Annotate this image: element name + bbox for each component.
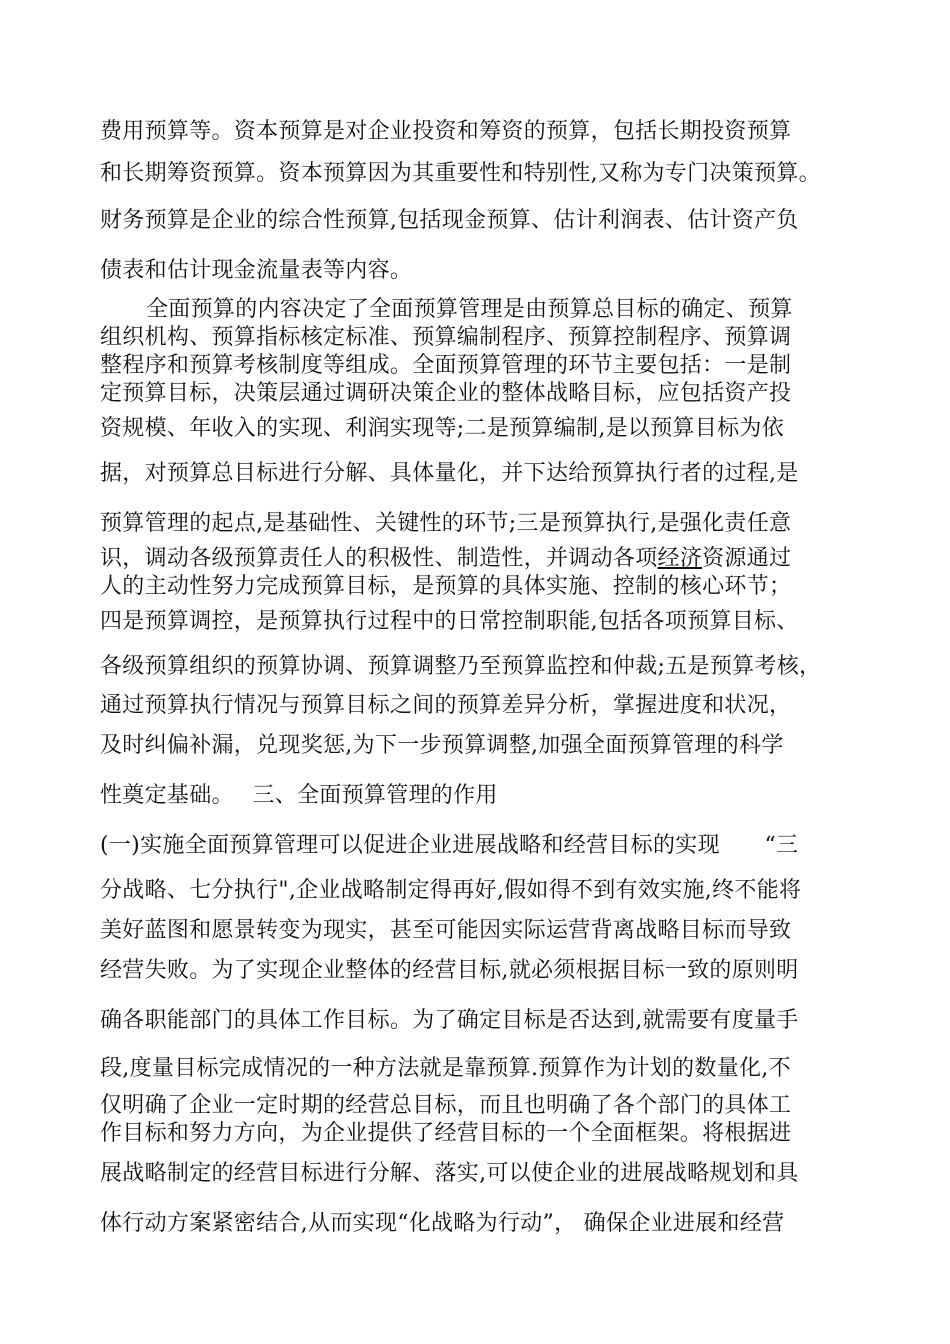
text-line: 确各职能部门的具体工作目标。为了确定目标是否达到,就需要有度量手 — [100, 1008, 799, 1033]
subsection-heading-line: (一)实施全面预算管理可以促进企业进展战略和经营目标的实现 “三 — [100, 833, 799, 858]
text-line: 展战略制定的经营目标进行分解、落实,可以使企业的进展战略规划和具 — [100, 1161, 799, 1186]
text-line: 组织机构、预算指标核定标准、预算编制程序、预算控制程序、预算调 — [100, 325, 792, 350]
text-line: 段,度量目标完成情况的一种方法就是靠预算.预算作为计划的数量化,不 — [100, 1056, 791, 1081]
text-line: 经营失败。为了实现企业整体的经营目标,就必须根据目标一致的原则明 — [100, 958, 799, 983]
text-line: 和长期筹资预算。资本预算因为其重要性和特别性,又称为专门决策预算。 — [100, 161, 821, 186]
text-segment: 资源通过 — [702, 546, 792, 571]
text-line: 资规模、年收入的实现、利润实现等;二是预算编制,是以预算目标为依 — [100, 416, 785, 441]
text-line: 定预算目标，决策层通过调研决策企业的整体战略目标，应包括资产投 — [100, 381, 792, 406]
text-line: 债表和估计现金流量表等内容。 — [100, 258, 413, 283]
text-line: 作目标和努力方向，为企业提供了经营目标的一个全面框架。将根据进 — [100, 1121, 792, 1146]
text-line: 财务预算是企业的综合性预算,包括现金预算、估计利润表、估计资产负 — [100, 208, 799, 233]
text-line: 费用预算等。资本预算是对企业投资和筹资的预算，包括长期投资预算 — [100, 119, 792, 144]
text-line: 通过预算执行情况与预算目标之间的预算差异分析，掌握进度和状况， — [100, 693, 792, 718]
text-line: 人的主动性努力完成预算目标，是预算的具体实施、控制的核心环节； — [100, 574, 792, 599]
text-line: 分战略、七分执行",企业战略制定得再好,假如得不到有效实施,终不能将 — [100, 878, 802, 903]
economy-link[interactable]: 经济 — [657, 546, 703, 571]
text-line: 各级预算组织的预算协调、预算调整乃至预算监控和仲裁;五是预算考核， — [100, 654, 822, 679]
text-line: 全面预算的内容决定了全面预算管理是由预算总目标的确定、预算 — [146, 297, 793, 322]
text-line: 及时纠偏补漏，兑现奖惩,为下一步预算调整,加强全面预算管理的科学 — [100, 733, 784, 758]
text-line-with-link — [100, 545, 791, 573]
text-line: 美好蓝图和愿景转变为现实，甚至可能因实际运营背离战略目标而导致 — [100, 918, 792, 943]
section-heading-line: 性奠定基础。 三、全面预算管理的作用 — [100, 783, 498, 808]
text-line: 预算管理的起点,是基础性、关键性的环节;三是预算执行,是强化责任意 — [100, 511, 792, 536]
text-line: 体行动方案紧密结合,从而实现“化战略为行动”， 确保企业进展和经营 — [100, 1211, 785, 1236]
text-line: 整程序和预算考核制度等组成。全面预算管理的环节主要包括：一是制 — [100, 353, 792, 378]
text-segment: 识，调动各级预算责任人的积极性、制造性，并调动各项 — [100, 546, 658, 571]
text-line: 据，对预算总目标进行分解、具体量化，并下达给预算执行者的过程,是 — [100, 461, 799, 486]
text-line: 仅明确了企业一定时期的经营总目标，而且也明确了各个部门的具体工 — [100, 1093, 792, 1118]
text-line: 四是预算调控，是预算执行过程中的日常控制职能,包括各项预算目标、 — [100, 609, 799, 634]
